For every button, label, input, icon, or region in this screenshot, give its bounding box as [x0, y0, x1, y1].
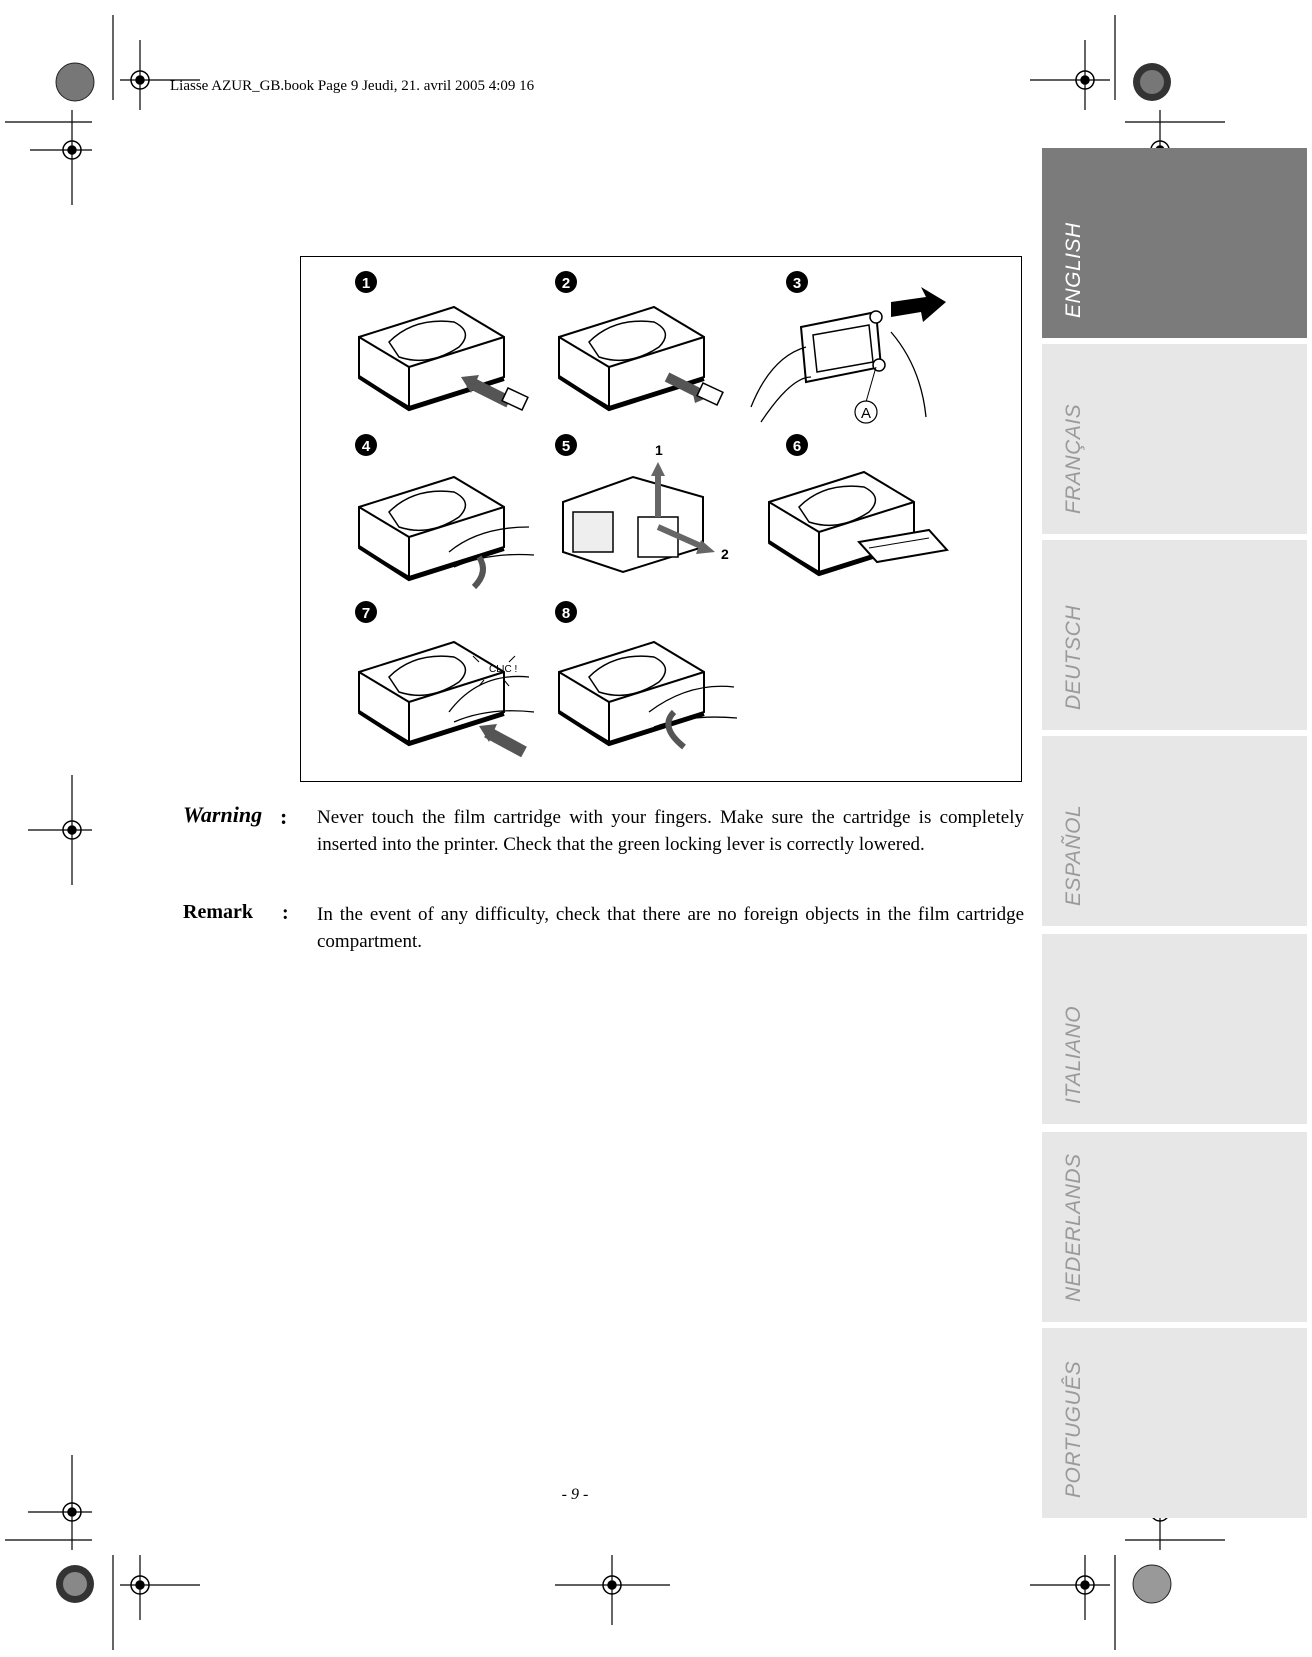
tab-deutsch-label: DEUTSCH [1062, 604, 1085, 710]
tab-nederlands[interactable] [1042, 1132, 1307, 1322]
warning-colon: : [280, 804, 288, 829]
arrow-label-2: 2 [721, 546, 729, 562]
remark-text: In the event of any difficulty, check that there are no foreign objects in the film cartridge compartment. [317, 904, 1024, 952]
remark-label-group [183, 901, 253, 924]
tab-francais[interactable] [1042, 344, 1307, 534]
step-badge-4-label: 4 [361, 438, 371, 455]
tab-deutsch[interactable] [1042, 540, 1307, 730]
warning-label: Warning [183, 802, 263, 827]
warning-text: Never touch the film cartridge with your fingers. Make sure the cartridge is completely inserted into the printer. Check that the green locking lever is correctly lowered. [317, 807, 1024, 855]
step-badge-1-label: 1 [361, 275, 371, 292]
page-number: - 9 - [561, 1486, 589, 1503]
step-badge-8-label: 8 [561, 605, 571, 622]
step-5-printer [563, 442, 729, 572]
tab-portugues-label: PORTUGUÊS [1062, 1360, 1085, 1498]
header-running-text: Liasse AZUR_GB.book Page 9 Jeudi, 21. avril 2005 4:09 16 [170, 78, 535, 94]
clic-text: CLIC ! [489, 664, 518, 675]
arrow-label-1: 1 [655, 442, 663, 458]
step-7-printer [359, 642, 534, 752]
remark-colon: : [282, 902, 289, 924]
label-a: A [860, 405, 872, 422]
step-6-printer [769, 472, 947, 574]
tab-italiano-label: ITALIANO [1062, 1005, 1085, 1104]
step-badge-5-label: 5 [561, 438, 571, 455]
step-8-printer [559, 642, 737, 747]
step-2-printer [559, 307, 723, 409]
step-badge-2-label: 2 [561, 275, 571, 292]
tab-francais-label: FRANÇAIS [1062, 403, 1085, 514]
step-1-printer [359, 307, 528, 410]
tab-english[interactable] [1042, 148, 1307, 338]
cartridge-install-illustration [301, 257, 1023, 783]
remark-label: Remark [183, 901, 253, 923]
tab-espanol-label: ESPAÑOL [1062, 804, 1085, 906]
step-3-cartridge-hands [751, 287, 946, 423]
tab-nederlands-label: NEDERLANDS [1062, 1153, 1085, 1302]
tab-english-label: ENGLISH [1062, 222, 1085, 318]
step-4-printer [359, 477, 534, 587]
cartridge-install-figure [300, 256, 1022, 782]
tab-italiano[interactable] [1042, 934, 1307, 1124]
warning-label-group [183, 802, 262, 828]
step-badge-3-label: 3 [792, 275, 802, 292]
step-badge-7-label: 7 [361, 605, 371, 622]
step-badge-6-label: 6 [792, 438, 802, 455]
tab-portugues[interactable] [1042, 1328, 1307, 1518]
tab-espanol[interactable] [1042, 736, 1307, 926]
